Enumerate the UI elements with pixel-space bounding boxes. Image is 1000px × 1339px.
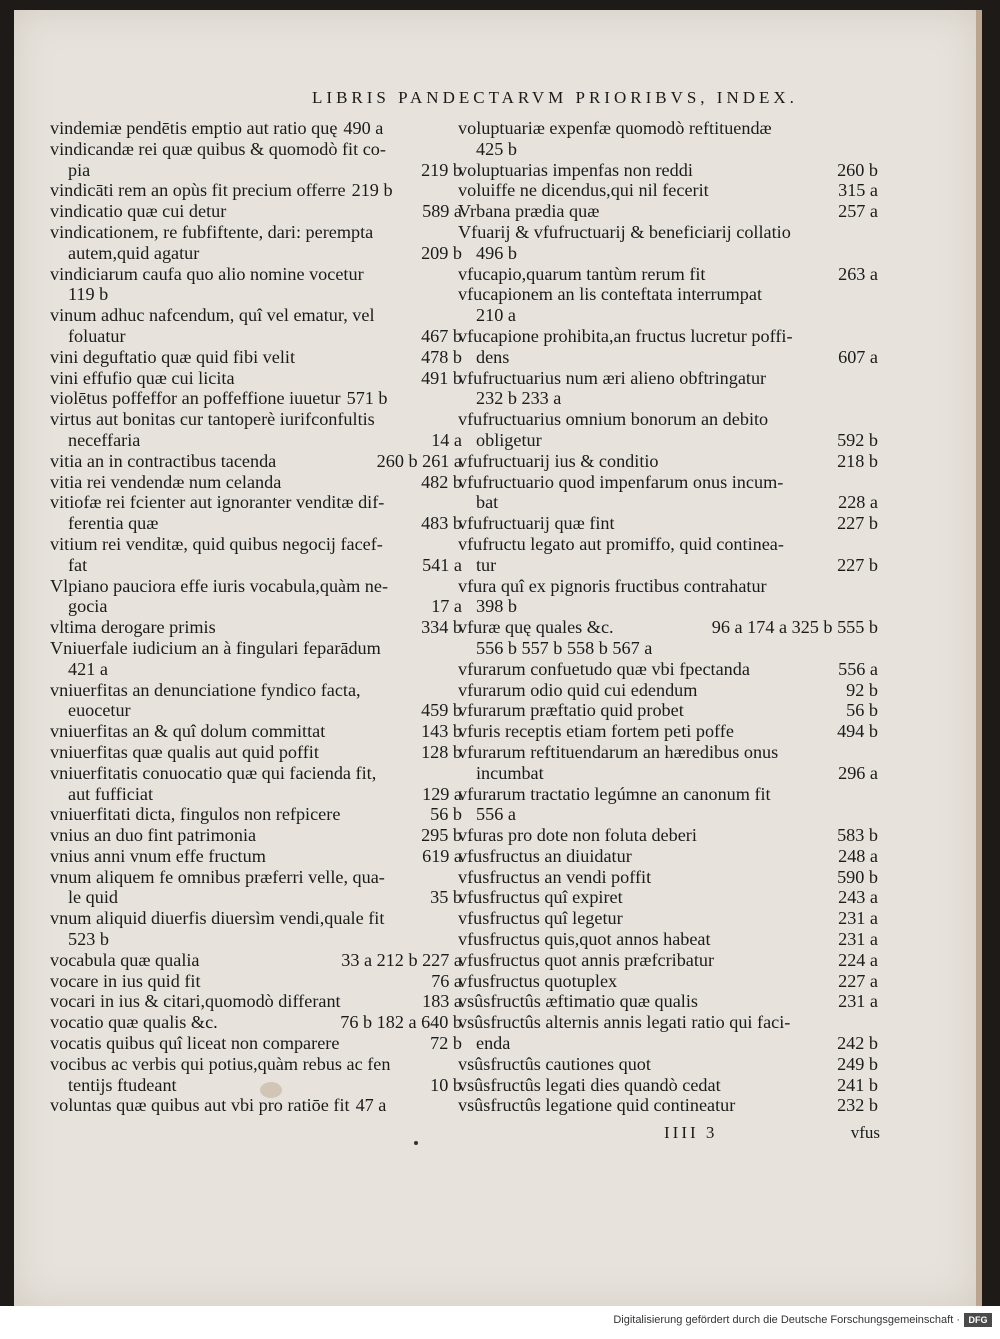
paper-stain — [260, 1082, 282, 1098]
index-page-reference: 619 a — [422, 845, 462, 866]
index-entry — [458, 451, 878, 472]
index-entry-text: vindicatio quæ cui detur — [50, 201, 227, 222]
index-entry — [458, 742, 878, 763]
index-entry — [458, 326, 878, 347]
index-entry-text: vini effufio quæ cui licita — [50, 367, 235, 388]
index-entry — [50, 721, 462, 742]
index-page-reference: 296 a — [838, 762, 878, 783]
index-entry-text: 421 a — [68, 658, 108, 679]
index-page-reference: 490 a — [343, 118, 384, 138]
index-entry — [50, 347, 462, 368]
index-page-reference: 76 b 182 a 640 b — [340, 1012, 462, 1033]
index-entry — [458, 243, 878, 264]
index-page-reference: 459 b — [421, 700, 462, 721]
index-entry — [458, 700, 878, 721]
index-page-reference: 491 b — [421, 367, 462, 388]
index-entry-text: incumbat — [476, 762, 544, 783]
index-entry — [50, 492, 462, 513]
index-entry — [458, 1054, 878, 1075]
index-entry — [50, 576, 462, 597]
index-page-reference: 260 b — [837, 159, 878, 180]
index-entry-text: 425 b — [476, 138, 517, 159]
index-page-reference: 590 b — [837, 866, 878, 887]
index-entry — [458, 971, 878, 992]
index-entry — [50, 846, 462, 867]
index-entry-text: neceffaria — [68, 429, 141, 450]
index-entry — [50, 638, 462, 659]
index-entry-text: vfusfructus quotuplex — [458, 970, 618, 991]
index-entry — [50, 451, 462, 472]
index-entry-text: vfucapio,quarum tantùm rerum fit — [458, 263, 706, 284]
index-entry-text: vfurarum præftatio quid probet — [458, 700, 684, 721]
index-entry — [458, 201, 878, 222]
index-entry — [458, 950, 878, 971]
signature-mark: IIII 3 — [664, 1123, 718, 1142]
index-entry-text: vfucapionem an lis conteftata interrumpat — [458, 284, 763, 305]
index-entry-text: vfusfructus quî expiret — [458, 887, 623, 908]
index-entry — [50, 305, 462, 326]
index-page-reference: 10 b — [430, 1074, 462, 1095]
index-entry — [50, 180, 462, 201]
index-page-reference: 592 b — [837, 429, 878, 450]
index-page-reference: 556 a — [838, 658, 878, 679]
index-entry — [50, 700, 462, 721]
index-entry — [458, 347, 878, 368]
index-entry — [458, 409, 878, 430]
index-entry-text: vocari in ius & citari,quomodò differant — [50, 991, 341, 1012]
index-page-reference: 583 b — [837, 825, 878, 846]
index-entry — [458, 825, 878, 846]
book-page — [14, 10, 982, 1310]
index-entry-text: virtus aut bonitas cur tantoperè iurifconfultis — [50, 409, 375, 430]
index-entry — [458, 721, 878, 742]
index-entry — [50, 1054, 462, 1075]
index-page-reference: 242 b — [837, 1033, 878, 1054]
index-page-reference: 241 b — [837, 1074, 878, 1095]
index-entry-text: Vlpiano pauciora effe iuris vocabula,quàm ne- — [50, 575, 389, 596]
index-entry-text: tentijs ftudeant — [68, 1074, 177, 1095]
index-entry — [458, 638, 878, 659]
index-page-reference: 76 a — [431, 970, 462, 991]
index-page-reference: 218 b — [837, 450, 878, 471]
index-entry-text: 232 b 233 a — [476, 388, 562, 409]
index-page-reference: 571 b — [346, 388, 388, 409]
index-entry — [458, 305, 878, 326]
index-entry — [50, 763, 462, 784]
catchword: vfus — [850, 1123, 880, 1142]
index-page-reference: 72 b — [430, 1033, 462, 1054]
index-entry — [458, 555, 878, 576]
index-entry — [458, 139, 878, 160]
running-head: LIBRIS PANDECTARVM PRIORIBVS, INDEX. — [312, 88, 798, 107]
index-page-reference: 227 b — [837, 513, 878, 534]
index-entry — [50, 950, 462, 971]
index-entry — [458, 680, 878, 701]
index-page-reference: 219 b — [351, 180, 393, 201]
index-entry — [458, 284, 878, 305]
index-entry — [458, 1095, 878, 1116]
index-page-reference: 17 a — [431, 596, 462, 617]
index-entry-text: vniuerfitati dicta, fingulos non refpicere — [50, 804, 341, 825]
index-entry-text: vfufructu legato aut promiffo, quid continea- — [458, 533, 784, 554]
index-entry — [50, 971, 462, 992]
index-entry-text: vnius an duo fint patrimonia — [50, 825, 257, 846]
index-entry — [458, 784, 878, 805]
index-entry — [50, 1012, 462, 1033]
index-entry-text: vitia an in contractibus tacenda — [50, 450, 277, 471]
index-page-reference: 482 b — [421, 471, 462, 492]
index-entry — [458, 180, 878, 201]
index-entry — [458, 264, 878, 285]
index-page-reference: 494 b — [837, 721, 878, 742]
index-entry-text: vfufructuarij quæ fint — [458, 513, 615, 534]
index-page-reference: 231 a — [838, 929, 878, 950]
index-entry-text: foluatur — [68, 325, 126, 346]
index-page-reference: 231 a — [838, 908, 878, 929]
index-page-reference: 243 a — [838, 887, 878, 908]
index-entry — [50, 388, 462, 409]
index-entry-text: vitium rei venditæ, quid quibus negocij facef- — [50, 533, 383, 554]
index-entry — [50, 991, 462, 1012]
index-page-reference: 35 b — [430, 887, 462, 908]
index-entry-text: voluiffe ne dicendus,qui nil fecerit — [458, 180, 709, 201]
index-entry-text: vfufructuarius num æri alieno obftringatur — [458, 367, 767, 388]
index-entry — [458, 368, 878, 389]
index-entry-text: vniuerfitas quæ qualis aut quid poffit — [50, 741, 319, 762]
index-entry-text: vfucapione prohibita,an fructus lucretur poffi- — [458, 325, 793, 346]
index-entry-text: vltima derogare primis — [50, 617, 216, 638]
index-entry-text: vocatio quæ qualis &c. — [50, 1012, 218, 1033]
index-entry-text: pia — [68, 159, 91, 180]
index-entry-text: bat — [476, 492, 499, 513]
index-entry-text: vsûsfructûs legati dies quandò cedat — [458, 1074, 721, 1095]
index-entry — [458, 1075, 878, 1096]
index-page-reference: 47 a — [355, 1095, 387, 1116]
index-page-reference: 315 a — [838, 180, 878, 201]
index-entry — [458, 617, 878, 638]
index-entry — [50, 1095, 462, 1116]
index-entry-text: tur — [476, 554, 497, 575]
index-page-reference: 56 b — [846, 700, 878, 721]
index-entry — [50, 409, 462, 430]
index-entry-text: vsûsfructûs cautiones quot — [458, 1053, 651, 1074]
index-entry-text: fat — [68, 554, 88, 575]
index-page-reference: 14 a — [431, 429, 462, 450]
index-entry — [50, 555, 462, 576]
index-page-reference: 260 b 261 a — [376, 450, 462, 471]
index-entry-text: vinum adhuc nafcendum, quî vel ematur, vel — [50, 305, 375, 326]
index-entry — [458, 160, 878, 181]
index-entry — [50, 617, 462, 638]
index-entry — [458, 430, 878, 451]
index-entry-text: vfufructuario quod impenfarum onus incum- — [458, 471, 784, 492]
index-entry — [458, 596, 878, 617]
index-entry-text: obligetur — [476, 429, 542, 450]
index-entry — [50, 243, 462, 264]
index-entry-text: vitia rei vendendæ num celanda — [50, 471, 282, 492]
index-entry — [458, 388, 878, 409]
index-entry-text: vfurarum tractatio legúmne an canonum fit — [458, 783, 771, 804]
index-entry — [50, 596, 462, 617]
index-entry — [50, 908, 462, 929]
index-entry-text: vindicāti rem an opùs fit precium offerre — [50, 180, 346, 201]
ink-dot — [414, 1141, 418, 1145]
index-entry — [50, 1033, 462, 1054]
index-entry — [50, 472, 462, 493]
index-entry-text: vocabula quæ qualia — [50, 949, 200, 970]
index-page-reference: 478 b — [421, 346, 462, 367]
index-page-reference: 224 a — [838, 949, 878, 970]
index-entry-text: Vniuerfale iudicium an à fingulari feparādum — [50, 637, 381, 658]
index-page-reference: 33 a 212 b 227 a — [341, 949, 462, 970]
index-page-reference: 96 a 174 a 325 b 555 b — [711, 617, 878, 638]
index-entry — [458, 887, 878, 908]
index-entry — [50, 929, 462, 950]
index-entry — [50, 513, 462, 534]
index-entry-text: vfusfructus quis,quot annos habeat — [458, 929, 711, 950]
index-entry — [50, 867, 462, 888]
index-page-reference: 483 b — [421, 513, 462, 534]
index-page-reference: 128 b — [421, 741, 462, 762]
index-entry — [458, 867, 878, 888]
index-page-reference: 232 b — [837, 1095, 878, 1116]
index-entry — [458, 804, 878, 825]
index-entry — [50, 222, 462, 243]
index-page-reference: 607 a — [838, 346, 878, 367]
index-entry-text: Vfuarij & vfufructuarij & beneficiarij collatio — [458, 221, 791, 242]
index-entry-text: vfusfructus an diuidatur — [458, 845, 632, 866]
index-entry — [50, 742, 462, 763]
index-entry-text: vfurarum odio quid cui edendum — [458, 679, 698, 700]
right-index-column — [458, 118, 878, 1116]
index-entry — [458, 576, 878, 597]
index-page-reference: 227 b — [837, 554, 878, 575]
index-page-reference: 334 b — [421, 617, 462, 638]
index-page-reference: 248 a — [838, 845, 878, 866]
index-entry-text: enda — [476, 1033, 511, 1054]
index-page-reference: 56 b — [430, 804, 462, 825]
index-entry-text: voluptuariæ expenfæ quomodò reftituendæ — [458, 118, 772, 138]
index-entry-text: 556 a — [476, 804, 516, 825]
index-entry-text: 523 b — [68, 929, 109, 950]
index-entry-text: vindicationem, re fubfiftente, dari: perempta — [50, 221, 374, 242]
index-entry-text: le quid — [68, 887, 119, 908]
index-entry — [50, 784, 462, 805]
index-entry — [50, 430, 462, 451]
index-entry — [458, 1033, 878, 1054]
index-entry-text: vindicandæ rei quæ quibus & quomodò fit co- — [50, 138, 386, 159]
index-entry — [458, 472, 878, 493]
index-entry-text: vocare in ius quid fit — [50, 970, 201, 991]
index-entry-text: vniuerfitas an denunciatione fyndico facta, — [50, 679, 361, 700]
index-entry — [50, 118, 462, 139]
index-entry-text: gocia — [68, 596, 108, 617]
digitization-credit-bar — [0, 1306, 1000, 1339]
index-entry-text: vfuras pro dote non foluta deberi — [458, 825, 697, 846]
index-entry-text: 496 b — [476, 242, 517, 263]
index-entry-text: vniuerfitas an & quî dolum committat — [50, 721, 326, 742]
index-entry — [50, 139, 462, 160]
index-entry-text: violētus poffeffor an poffeffione iuuetur — [50, 388, 341, 409]
index-entry-text: vitiofæ rei fcienter aut ignoranter venditæ dif- — [50, 492, 385, 513]
index-entry — [458, 492, 878, 513]
index-entry — [50, 326, 462, 347]
index-entry — [458, 929, 878, 950]
index-entry-text: vsûsfructûs æftimatio quæ qualis — [458, 991, 698, 1012]
index-entry-text: vniuerfitatis conuocatio quæ qui facienda fit, — [50, 762, 377, 783]
index-entry — [458, 908, 878, 929]
left-index-column — [50, 118, 462, 1116]
index-entry-text: 398 b — [476, 596, 517, 617]
index-entry-text: vnum aliquem fe omnibus præferri velle, qua- — [50, 866, 385, 887]
index-page-reference: 129 a — [422, 783, 462, 804]
index-page-reference: 209 b — [421, 242, 462, 263]
index-entry-text: vfuræ quę quales &c. — [458, 617, 614, 638]
index-entry — [50, 680, 462, 701]
index-entry-text: 210 a — [476, 305, 516, 326]
index-entry-text: vsûsfructûs alternis annis legati ratio qui faci- — [458, 1012, 791, 1033]
index-entry-text: 119 b — [68, 284, 109, 305]
index-entry-text: vfufructuarij ius & conditio — [458, 450, 659, 471]
index-entry-text: vfufructuarius omnium bonorum an debito — [458, 409, 769, 430]
index-entry-text: vfura quî ex pignoris fructibus contrahatur — [458, 575, 767, 596]
index-entry — [458, 1012, 878, 1033]
index-entry-text: vfusfructus quî legetur — [458, 908, 623, 929]
index-entry — [50, 160, 462, 181]
index-page-reference: 92 b — [846, 679, 878, 700]
index-entry-text: Vrbana prædia quæ — [458, 201, 600, 222]
index-entry-text: euocetur — [68, 700, 131, 721]
index-entry — [458, 513, 878, 534]
index-entry — [50, 804, 462, 825]
index-entry-text: 556 b 557 b 558 b 567 a — [476, 637, 653, 658]
index-entry-text: vini deguftatio quæ quid fibi velit — [50, 346, 295, 367]
dfg-logo-icon: DFG — [964, 1313, 992, 1327]
index-page-reference: 143 b — [421, 721, 462, 742]
index-entry-text: ferentia quæ — [68, 513, 159, 534]
index-entry-text: voluntas quæ quibus aut vbi pro ratiōe fit — [50, 1095, 350, 1116]
index-entry-text: vfusfructus quot annis præfcribatur — [458, 949, 715, 970]
index-entry-text: dens — [476, 346, 510, 367]
index-entry-text: vocatis quibus quî liceat non comparere — [50, 1033, 340, 1054]
index-entry-text: vindiciarum caufa quo alio nomine vocetur — [50, 263, 364, 284]
index-entry-text: vfurarum confuetudo quæ vbi fpectanda — [458, 658, 750, 679]
index-entry — [50, 887, 462, 908]
index-entry-text: aut fufficiat — [68, 783, 154, 804]
credit-text: Digitalisierung gefördert durch die Deutsche Forschungsgemeinschaft · — [613, 1314, 960, 1326]
index-entry — [458, 763, 878, 784]
index-entry-text: vfurarum reftituendarum an hæredibus onus — [458, 741, 779, 762]
index-page-reference: 295 b — [421, 825, 462, 846]
index-entry — [458, 846, 878, 867]
index-entry-text: vindemiæ pendētis emptio aut ratio quę — [50, 118, 338, 138]
index-entry-text: vocibus ac verbis qui potius,quàm rebus ac fen — [50, 1053, 391, 1074]
index-entry-text: voluptuarias impenfas non reddi — [458, 159, 693, 180]
index-page-reference: 228 a — [838, 492, 878, 513]
index-entry-text: vnum aliquid diuerfis diuersìm vendi,quale fit — [50, 908, 385, 929]
index-entry — [50, 825, 462, 846]
index-entry — [50, 534, 462, 555]
index-page-reference: 589 a — [422, 201, 462, 222]
index-page-reference: 257 a — [838, 201, 878, 222]
index-entry — [50, 284, 462, 305]
index-entry — [458, 534, 878, 555]
index-page-reference: 219 b — [421, 159, 462, 180]
index-entry — [458, 991, 878, 1012]
index-entry-text: vfuris receptis etiam fortem peti poffe — [458, 721, 734, 742]
index-entry — [50, 368, 462, 389]
index-entry-text: vfusfructus an vendi poffit — [458, 866, 652, 887]
index-entry — [458, 659, 878, 680]
index-page-reference: 183 a — [422, 991, 462, 1012]
index-page-reference: 231 a — [838, 991, 878, 1012]
index-entry — [50, 659, 462, 680]
index-entry-text: vsûsfructûs legatione quid contineatur — [458, 1095, 736, 1116]
index-page-reference: 227 a — [838, 970, 878, 991]
index-entry — [50, 264, 462, 285]
index-page-reference: 249 b — [837, 1053, 878, 1074]
index-page-reference: 263 a — [838, 263, 878, 284]
index-entry — [50, 201, 462, 222]
index-entry-text: vnius anni vnum effe fructum — [50, 845, 266, 866]
index-entry — [458, 118, 878, 139]
index-entry — [458, 222, 878, 243]
index-entry — [50, 1075, 462, 1096]
index-page-reference: 541 a — [422, 554, 462, 575]
index-page-reference: 467 b — [421, 325, 462, 346]
index-entry-text: autem,quid agatur — [68, 242, 200, 263]
